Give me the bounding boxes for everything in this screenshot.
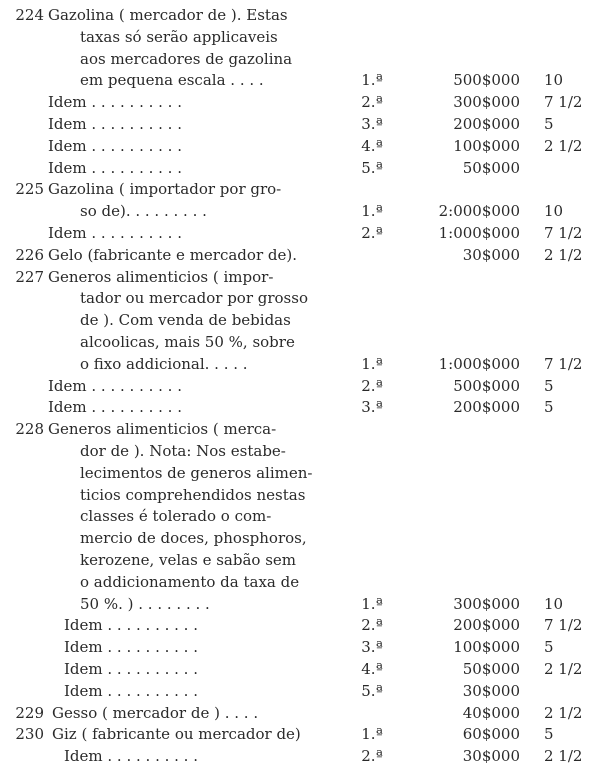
- item-description: classes é tolerado o com-: [80, 507, 272, 526]
- table-row: [0, 200, 600, 222]
- class-cell: 2.ª: [361, 747, 383, 766]
- table-row: [0, 375, 600, 397]
- class-cell: 2.ª: [361, 616, 383, 635]
- item-description: mercio de doces, phosphoros,: [80, 529, 307, 548]
- table-row: [0, 680, 600, 702]
- percentage-cell: 7 1/2: [544, 93, 583, 112]
- tax-value-cell: 1:000$000: [438, 354, 520, 373]
- item-number: 225: [15, 180, 44, 199]
- percentage-cell: 5: [544, 115, 554, 133]
- percentage-cell: 2 1/2: [544, 136, 583, 155]
- table-row: [0, 135, 600, 157]
- class-cell: 5.ª: [361, 158, 383, 177]
- tax-value-cell: 500$000: [453, 71, 520, 90]
- table-row: [0, 353, 600, 375]
- table-row: [0, 91, 600, 113]
- table-row: [0, 113, 600, 135]
- item-description: de ). Com venda de bebidas: [80, 311, 291, 330]
- item-description: Idem . . . . . . . . . .: [48, 398, 182, 417]
- tax-value-cell: 300$000: [453, 93, 520, 112]
- item-description: o addicionamento da taxa de: [80, 572, 300, 591]
- table-row: [0, 505, 600, 527]
- table-row: [0, 157, 600, 179]
- percentage-cell: 7 1/2: [544, 616, 583, 635]
- percentage-cell: 5: [544, 398, 554, 417]
- tax-value-cell: 100$000: [453, 136, 520, 155]
- tax-value-cell: 100$000: [453, 638, 520, 657]
- table-row: [0, 593, 600, 615]
- table-row: [0, 549, 600, 571]
- table-row: [0, 396, 600, 418]
- item-description: dor de ). Nota: Nos estabe-: [80, 442, 286, 460]
- item-description: Generos alimenticios ( impor-: [48, 267, 274, 286]
- item-description: taxas só serão applicaveis: [80, 27, 278, 46]
- table-row: [0, 723, 600, 745]
- table-row: [0, 26, 600, 48]
- class-cell: 4.ª: [361, 136, 383, 155]
- percentage-cell: 10: [544, 202, 564, 221]
- table-row: [0, 614, 600, 636]
- item-description: aos mercadores de gazolina: [80, 49, 293, 68]
- item-description: em pequena escala . . . .: [80, 71, 264, 90]
- item-description: Gesso ( mercador de ) . . . .: [52, 703, 259, 722]
- item-description: Idem . . . . . . . . . .: [48, 115, 182, 133]
- class-cell: 5.ª: [361, 681, 383, 700]
- class-cell: 3.ª: [361, 398, 383, 417]
- tax-value-cell: 2:000$000: [438, 202, 520, 221]
- class-cell: 3.ª: [361, 115, 383, 133]
- table-row: [0, 69, 600, 91]
- percentage-cell: 2 1/2: [544, 703, 583, 722]
- table-row: [0, 178, 600, 200]
- tax-value-cell: 200$000: [453, 398, 520, 417]
- class-cell: 2.ª: [361, 93, 383, 112]
- item-description: kerozene, velas e sabão sem: [80, 551, 297, 569]
- item-number: 230: [15, 725, 44, 744]
- item-number: 224: [15, 6, 44, 24]
- class-cell: 4.ª: [361, 660, 383, 678]
- item-description: Gazolina ( importador por gro-: [48, 180, 282, 199]
- item-description: so de). . . . . . . . .: [80, 202, 207, 221]
- tax-value-cell: 200$000: [453, 115, 520, 133]
- tax-value-cell: 30$000: [462, 245, 520, 264]
- item-description: alcoolicas, mais 50 %, sobre: [80, 333, 295, 351]
- table-row: [0, 527, 600, 549]
- item-number: 229: [15, 703, 44, 722]
- class-cell: 2.ª: [361, 224, 383, 242]
- class-cell: 1.ª: [361, 725, 383, 744]
- percentage-cell: 5: [544, 376, 554, 395]
- table-row: [0, 266, 600, 288]
- table-row: [0, 331, 600, 353]
- item-description: Idem . . . . . . . . . .: [64, 638, 198, 657]
- percentage-cell: 10: [544, 71, 564, 90]
- table-row: [0, 287, 600, 309]
- tax-value-cell: 60$000: [462, 725, 520, 744]
- percentage-cell: 2 1/2: [544, 245, 583, 264]
- item-description: Idem . . . . . . . . . .: [48, 376, 182, 395]
- item-description: ticios comprehendidos nestas: [80, 485, 306, 504]
- item-description: Idem . . . . . . . . . .: [48, 136, 182, 155]
- tax-value-cell: 200$000: [453, 616, 520, 635]
- percentage-cell: 2 1/2: [544, 747, 583, 766]
- item-description: Idem . . . . . . . . . .: [48, 93, 182, 112]
- class-cell: 1.ª: [361, 202, 383, 221]
- tax-value-cell: 500$000: [453, 376, 520, 395]
- class-cell: 3.ª: [361, 638, 383, 657]
- tax-value-cell: 300$000: [453, 594, 520, 613]
- percentage-cell: 5: [544, 725, 554, 744]
- table-row: [0, 745, 600, 767]
- percentage-cell: 7 1/2: [544, 224, 583, 242]
- item-description: o fixo addicional. . . . .: [80, 354, 248, 373]
- table-row: [0, 222, 600, 244]
- class-cell: 1.ª: [361, 354, 383, 373]
- item-description: lecimentos de generos alimen-: [80, 463, 313, 482]
- item-description: Gelo (fabricante e mercador de).: [48, 245, 297, 264]
- table-row: [0, 636, 600, 658]
- item-description: Idem . . . . . . . . . .: [48, 158, 182, 177]
- class-cell: 1.ª: [361, 594, 383, 613]
- item-description: Idem . . . . . . . . . .: [64, 681, 198, 700]
- item-description: Idem . . . . . . . . . .: [64, 616, 198, 635]
- item-number: 227: [15, 267, 44, 286]
- table-row: [0, 48, 600, 70]
- item-number: 228: [15, 420, 44, 439]
- table-row: [0, 244, 600, 266]
- item-description: Idem . . . . . . . . . .: [48, 224, 182, 242]
- table-row: [0, 440, 600, 462]
- percentage-cell: 2 1/2: [544, 660, 583, 678]
- percentage-cell: 5: [544, 638, 554, 657]
- item-description: Generos alimenticios ( merca-: [48, 420, 277, 439]
- table-row: [0, 309, 600, 331]
- table-row: [0, 658, 600, 680]
- table-row: [0, 462, 600, 484]
- item-description: Giz ( fabricante ou mercador de): [52, 725, 301, 744]
- table-row: [0, 4, 600, 26]
- item-description: Idem . . . . . . . . . .: [64, 660, 198, 678]
- tax-value-cell: 30$000: [462, 681, 520, 700]
- tax-value-cell: 40$000: [462, 703, 520, 722]
- tax-value-cell: 30$000: [462, 747, 520, 766]
- item-description: Idem . . . . . . . . . .: [64, 747, 198, 766]
- table-row: [0, 484, 600, 506]
- tax-value-cell: 50$000: [462, 158, 520, 177]
- class-cell: 2.ª: [361, 376, 383, 395]
- item-description: Gazolina ( mercador de ). Estas: [48, 6, 288, 24]
- table-row: [0, 702, 600, 724]
- percentage-cell: 10: [544, 594, 564, 613]
- class-cell: 1.ª: [361, 71, 383, 90]
- table-row: [0, 418, 600, 440]
- item-number: 226: [15, 245, 44, 264]
- tax-value-cell: 1:000$000: [438, 224, 520, 242]
- tax-value-cell: 50$000: [462, 660, 520, 678]
- item-description: tador ou mercador por grosso: [80, 289, 308, 308]
- item-description: 50 %. ) . . . . . . . .: [80, 594, 210, 613]
- table-row: [0, 571, 600, 593]
- percentage-cell: 7 1/2: [544, 354, 583, 373]
